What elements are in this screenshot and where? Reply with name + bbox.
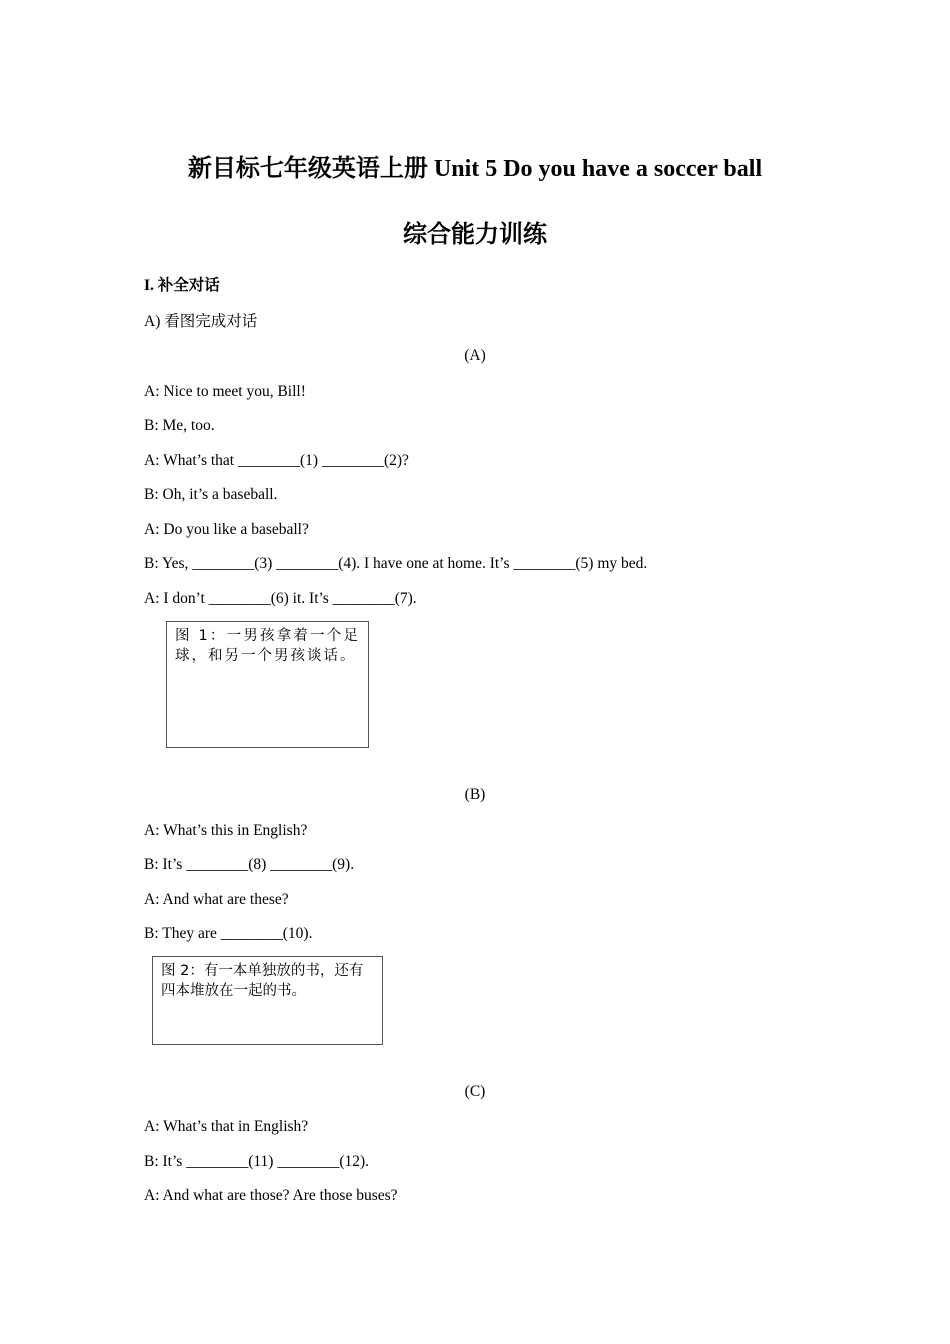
dialog-line: B: It’s ________(11) ________(12). (144, 1153, 370, 1170)
dialog-line: A: And what are those? Are those buses? (144, 1187, 398, 1204)
dialog-line: B: Yes, ________(3) ________(4). I have one at home. It’s ________(5) my bed. (144, 555, 648, 572)
document-title: 新目标七年级英语上册 Unit 5 Do you have a soccer ball (187, 156, 763, 182)
section-subheading: A) 看图完成对话 (144, 313, 258, 330)
dialog-line: B: Oh, it’s a baseball. (144, 486, 278, 503)
dialog-line: A: What’s that in English? (144, 1118, 309, 1135)
figure-2-placeholder: 图 2：有一本单独放的书，还有四本堆放在一起的书。 (152, 956, 383, 1045)
dialog-line: B: Me, too. (144, 417, 215, 434)
dialog-line: B: They are ________(10). (144, 925, 313, 942)
dialog-line: A: What’s that ________(1) ________(2)? (144, 452, 409, 469)
dialog-line: A: Nice to meet you, Bill! (144, 383, 306, 400)
dialog-line: A: I don’t ________(6) it. It’s ________(7). (144, 590, 417, 607)
dialog-line: A: And what are these? (144, 891, 289, 908)
dialog-a-label: (A) (464, 347, 486, 364)
figure-1-placeholder: 图 1：一男孩拿着一个足球，和另一个男孩谈话。 (166, 621, 369, 748)
dialog-c-label: (C) (464, 1083, 486, 1100)
dialog-line: A: What’s this in English? (144, 822, 308, 839)
section-heading: I. 补全对话 (144, 277, 220, 294)
dialog-line: A: Do you like a baseball? (144, 521, 309, 538)
dialog-b-label: (B) (464, 786, 486, 803)
dialog-line: B: It’s ________(8) ________(9). (144, 856, 355, 873)
document-subtitle: 综合能力训练 (403, 222, 547, 248)
